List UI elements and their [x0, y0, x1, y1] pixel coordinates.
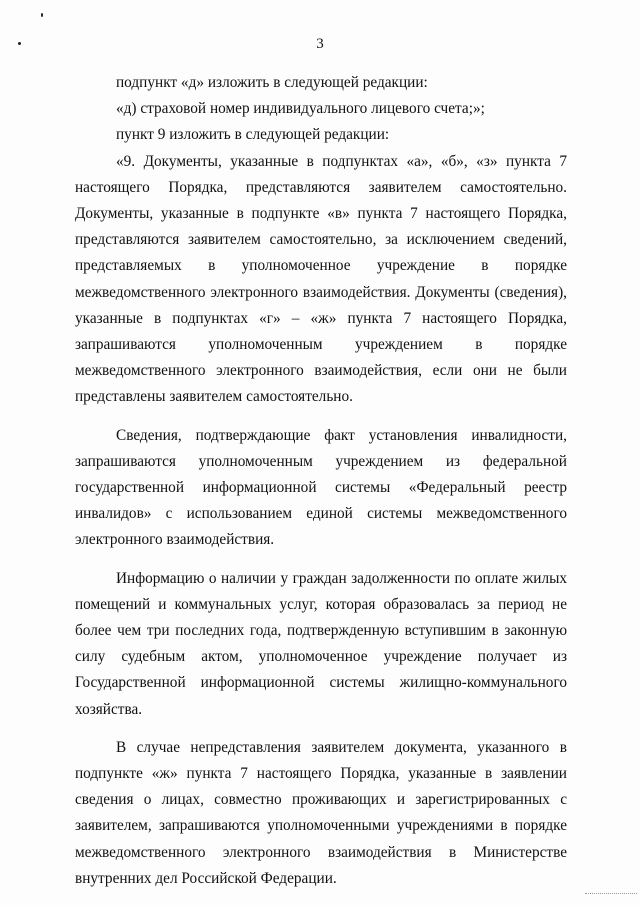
paragraph: Информацию о наличии у граждан задолженности по оплате жилых помещений и коммунальных услуг, которая образовалась за период не более чем три последних года, подтвержденную вступившим в законную силу судебным актом, уполномоченное учреждение получает из Государственной информационной системы жилищно-коммунального хозяйства.: [75, 569, 567, 718]
scan-speck: [41, 13, 43, 17]
paragraph: В случае непредставления заявителем документа, указанного в подпункте «ж» пункта 7 настоящего Порядка, указанные в заявлении сведения о лицах, совместно проживающих и зарегистрированных с заявителем, запрашиваются уполномоченными учреждениями в порядке межведомственного электронного взаимодействия в Министерстве внутренних дел Российской Федерации.: [75, 738, 567, 887]
paragraph: «д) страховой номер индивидуального лицевого счета;»;: [116, 100, 485, 118]
scan-edge-mark: [585, 893, 637, 894]
paragraph: Сведения, подтверждающие факт установления инвалидности, запрашиваются уполномоченным учреждением из федеральной государственной информационной системы «Федеральный реестр инвалидов» с использованием единой системы межведомственного электронного взаимодействия.: [75, 426, 567, 549]
document-body: [75, 70, 567, 892]
paragraph: пункт 9 изложить в следующей редакции:: [116, 126, 390, 144]
paragraph: подпункт «д» изложить в следующей редакции:: [116, 74, 428, 91]
paragraph: «9. Документы, указанные в подпунктах «а», «б», «з» пункта 7 настоящего Порядка, представляются заявителем самостоятельно. Документы, указанные в подпункте «в» пункта 7 настоящего Порядка, представляются заявителем самостоятельно, за исключением сведений, представляемых в уполномоченное учреждение в порядке межведомственного электронного взаимодействия. Документы (сведения), указанные в подпунктах «г» – «ж» пункта 7 настоящего Порядка, запрашиваются уполномоченным учреждением в порядке межведомственного электронного взаимодействия, если они не были представлены заявителем самостоятельно.: [75, 152, 567, 406]
page-number: 3: [316, 36, 324, 52]
